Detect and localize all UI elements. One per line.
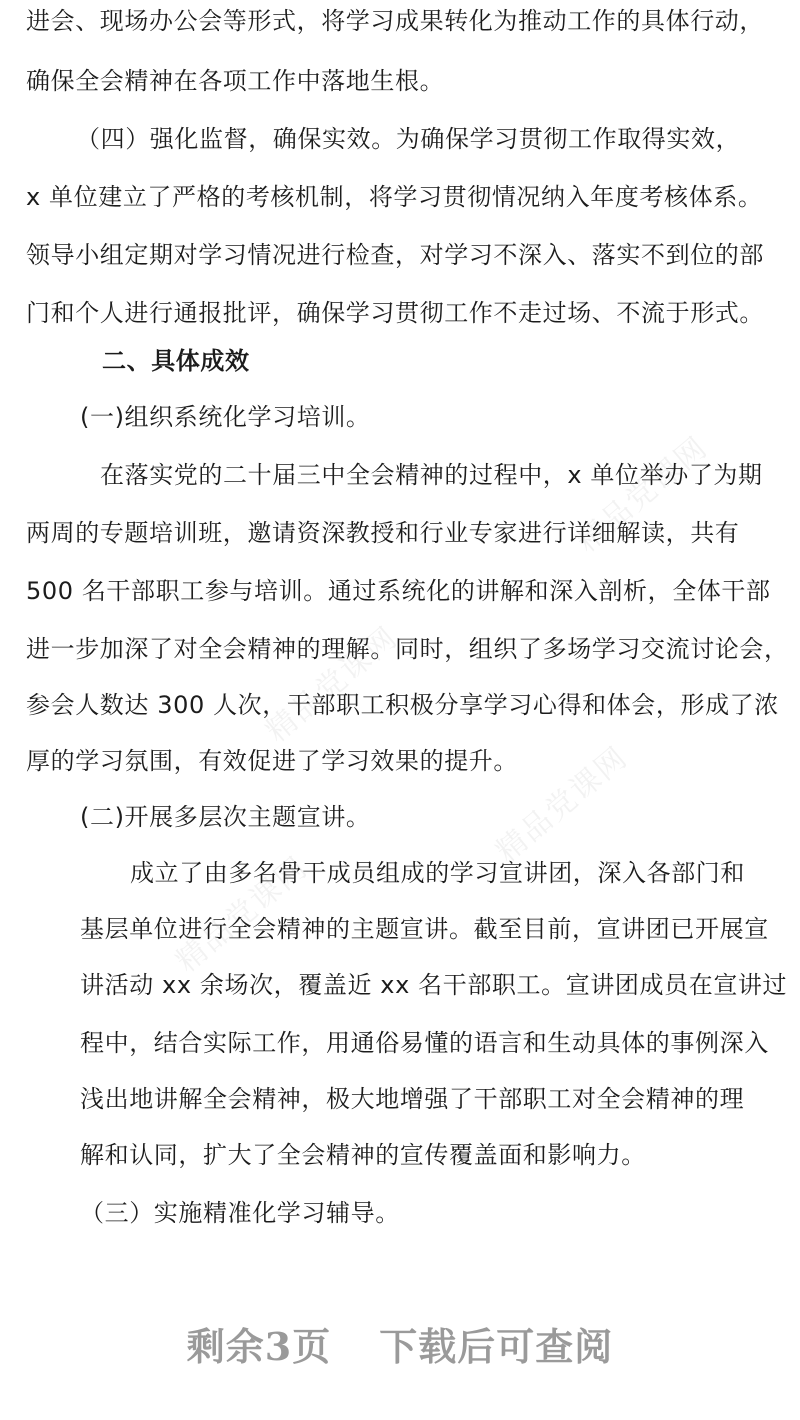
paragraph-line: 领导小组定期对学习情况进行检查，对学习不深入、落实不到位的部 xyxy=(26,241,764,269)
section-heading: 二、具体成效 xyxy=(102,347,250,375)
download-to-view-text: 下载后可查阅 xyxy=(379,1324,614,1369)
paragraph-line: 基层单位进行全会精神的主题宣讲。截至目前，宣讲团已开展宣 xyxy=(80,915,769,943)
paragraph-line: 浅出地讲解全会精神，极大地增强了干部职工对全会精神的理 xyxy=(80,1085,745,1113)
paragraph-line: 进一步加深了对全会精神的理解。同时，组织了多场学习交流讨论会， xyxy=(26,635,789,663)
paragraph-line: 参会人数达 300 人次，干部职工积极分享学习心得和体会，形成了浓 xyxy=(26,691,779,719)
watermark: 精品党课网 xyxy=(569,429,715,560)
paragraph-line: 解和认同，扩大了全会精神的宣传覆盖面和影响力。 xyxy=(80,1141,646,1169)
subsection-heading: （三）实施精准化学习辅导。 xyxy=(80,1199,400,1227)
watermark: 精品党课网 xyxy=(259,619,405,750)
paragraph-line: 厚的学习氛围，有效促进了学习效果的提升。 xyxy=(26,747,518,775)
paragraph-line: （四）强化监督，确保实效。为确保学习贯彻工作取得实效， xyxy=(76,125,741,153)
subsection-heading: (二)开展多层次主题宣讲。 xyxy=(80,803,371,831)
paragraph-line: 在落实党的二十届三中全会精神的过程中，x 单位举办了为期 xyxy=(100,461,763,489)
paragraph-line: 门和个人进行通报批评，确保学习贯彻工作不走过场、不流于形式。 xyxy=(26,299,764,327)
paragraph-line: x 单位建立了严格的考核机制，将学习贯彻情况纳入年度考核体系。 xyxy=(26,183,763,211)
paragraph-line: 程中，结合实际工作，用通俗易懂的语言和生动具体的事例深入 xyxy=(80,1029,769,1057)
paragraph-line: 进会、现场办公会等形式，将学习成果转化为推动工作的具体行动， xyxy=(26,7,764,35)
watermark: 精品党课网 xyxy=(489,739,635,870)
watermark: 精品党课网 xyxy=(169,849,315,980)
paragraph-line: 500 名干部职工参与培训。通过系统化的讲解和深入剖析，全体干部 xyxy=(26,577,771,605)
paragraph-line: 讲活动 xx 余场次，覆盖近 xx 名干部职工。宣讲团成员在宣讲过 xyxy=(80,971,788,999)
remaining-pages-text: 剩余3页 xyxy=(186,1324,332,1369)
divider xyxy=(0,1280,800,1281)
subsection-heading: (一)组织系统化学习培训。 xyxy=(80,403,371,431)
paragraph-line: 两周的专题培训班，邀请资深教授和行业专家进行详细解读，共有 xyxy=(26,519,740,547)
download-prompt[interactable] xyxy=(0,1316,800,1371)
paragraph-line: 确保全会精神在各项工作中落地生根。 xyxy=(26,67,445,95)
paragraph-line: 成立了由多名骨干成员组成的学习宣讲团，深入各部门和 xyxy=(130,859,745,887)
